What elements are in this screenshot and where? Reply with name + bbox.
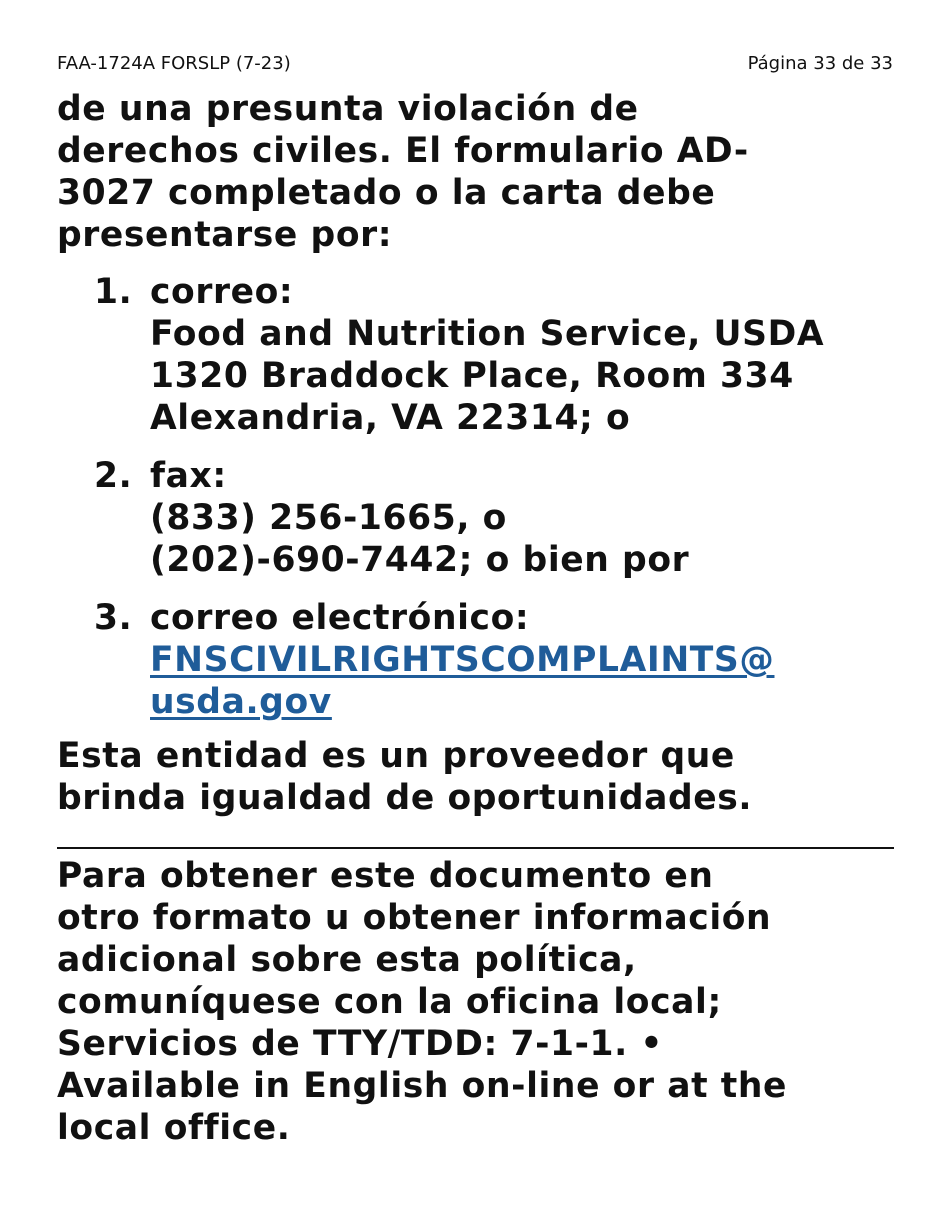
form-id: FAA-1724A FORSLP (7-23) — [57, 53, 291, 74]
list-line: (202)-690-7442; o bien por — [150, 540, 690, 580]
list-item-email — [57, 597, 897, 723]
footer-line: adicional sobre esta política, — [57, 940, 637, 980]
equal-opportunity-statement — [57, 735, 897, 819]
list-number: 3. — [94, 598, 133, 638]
list-item-fax — [57, 455, 897, 581]
page-number: Página 33 de 33 — [747, 53, 893, 74]
list-number: 1. — [94, 272, 133, 312]
list-line: Alexandria, VA 22314; o — [150, 398, 631, 438]
submission-methods-list — [57, 271, 897, 723]
divider — [57, 847, 894, 849]
list-line: (833) 256-1665, o — [150, 498, 507, 538]
footer-line: Servicios de TTY/TDD: 7-1-1. • — [57, 1024, 664, 1064]
intro-line: 3027 completado o la carta debe — [57, 173, 716, 213]
footer-line: Para obtener este documento en — [57, 856, 714, 896]
intro-paragraph — [57, 88, 897, 256]
footer-line: comuníquese con la oficina local; — [57, 982, 722, 1022]
document-body — [57, 88, 897, 1149]
email-link[interactable] — [150, 639, 897, 723]
list-line: correo: — [150, 272, 294, 312]
statement-line: Esta entidad es un proveedor que — [57, 736, 735, 776]
list-line: fax: — [150, 456, 227, 496]
email-link-line: usda.gov — [150, 682, 332, 722]
intro-line: de una presunta violación de — [57, 89, 639, 129]
page-header — [57, 52, 893, 76]
footer-line: otro formato u obtener información — [57, 898, 772, 938]
list-line: correo electrónico: — [150, 598, 530, 638]
intro-line: presentarse por: — [57, 215, 393, 255]
list-number: 2. — [94, 456, 133, 496]
list-line: 1320 Braddock Place, Room 334 — [150, 356, 794, 396]
intro-line: derechos civiles. El formulario AD- — [57, 131, 749, 171]
statement-line: brinda igualdad de oportunidades. — [57, 778, 753, 818]
footer-line: local office. — [57, 1108, 291, 1148]
list-item-mail — [57, 271, 897, 439]
footer-paragraph — [57, 855, 897, 1149]
email-link-line: FNSCIVILRIGHTSCOMPLAINTS@ — [150, 640, 775, 680]
footer-line: Available in English on-line or at the — [57, 1066, 788, 1106]
list-line: Food and Nutrition Service, USDA — [150, 314, 825, 354]
